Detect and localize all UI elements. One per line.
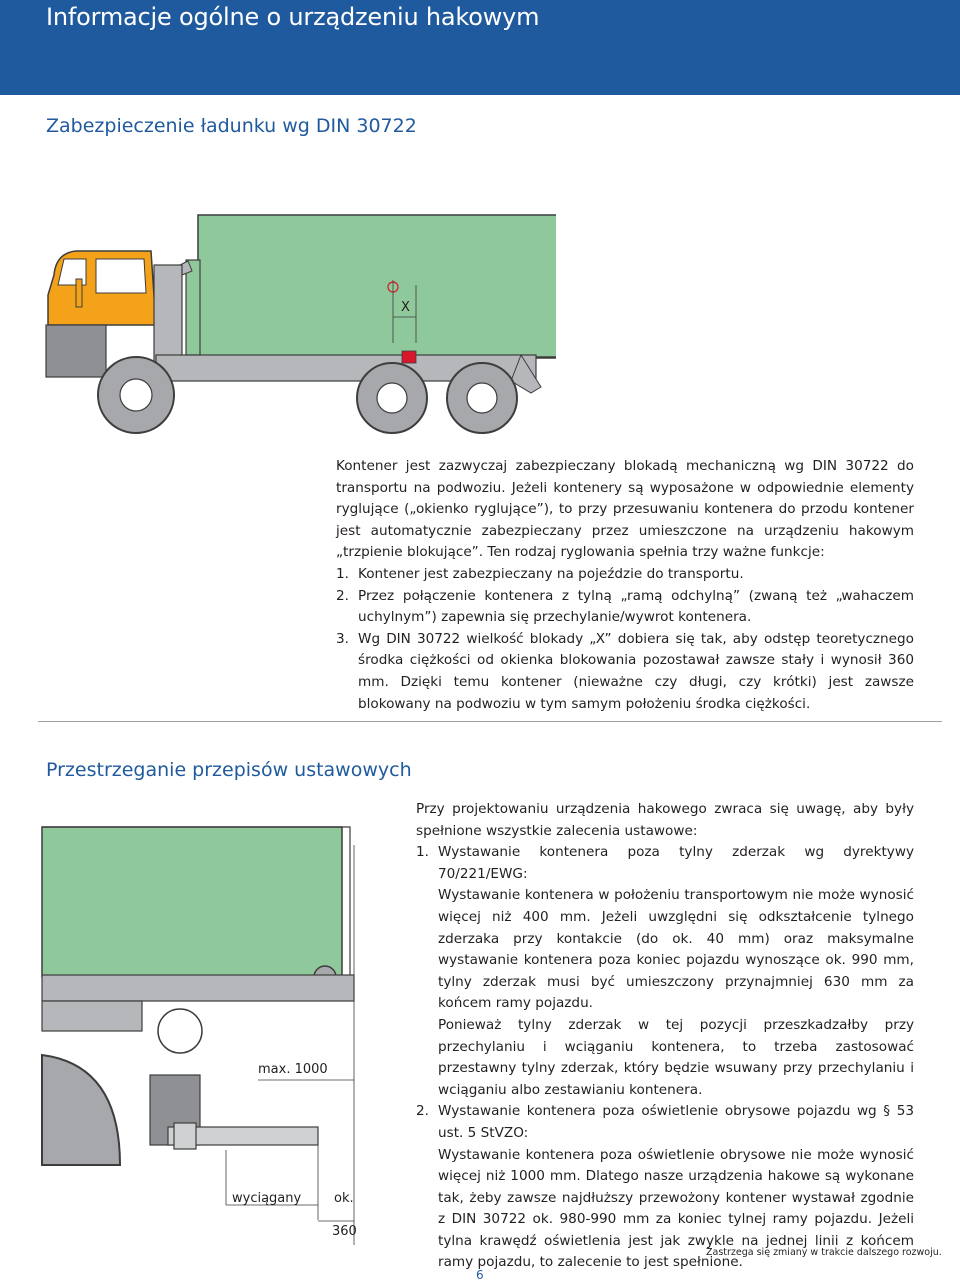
list-item: 3. Wg DIN 30722 wielkość blokady „X” dobiera się tak, aby odstęp teoretycznego środka ciężkości od okienka blokowania pozostawał zawsze stały i wynosił 360 mm. Dzięki temu kontener (nieważne czy długi, czy krótki) jest zawsze blokowany na podwoziu w tym samym położeniu środka ciężkości. xyxy=(336,630,914,712)
section-divider xyxy=(38,721,942,722)
container-body xyxy=(42,827,342,977)
container-base xyxy=(42,975,354,1001)
frame-end-icon xyxy=(158,1009,202,1053)
lock-pin-icon xyxy=(402,351,416,363)
section1-list xyxy=(336,564,914,715)
section2-intro: Przy projektowaniu urządzenia hakowego zwraca się uwagę, aby były spełnione wszystkie zalecenia ustawowe: xyxy=(416,801,914,839)
max-overhang-label: max. 1000 xyxy=(258,1062,328,1077)
footer-disclaimer: Zastrzega się zmiany w trakcie dalszego rozwoju. xyxy=(706,1247,942,1258)
approx-label: ok. xyxy=(334,1191,354,1206)
mirror-icon xyxy=(76,279,82,307)
page-number: 6 xyxy=(476,1268,484,1282)
container-body xyxy=(198,215,556,357)
truck-illustration xyxy=(36,205,556,450)
list-item: 1. Kontener jest zabezpieczany na pojeździe do transportu. xyxy=(336,565,744,582)
approx-value-label: 360 xyxy=(332,1224,357,1239)
rear-overhang-illustration xyxy=(40,825,380,1245)
bumper xyxy=(46,325,106,377)
hook-arm xyxy=(186,260,200,355)
rear-wheel xyxy=(42,1055,120,1165)
dimension-x-label: X xyxy=(401,300,410,315)
section1-intro: Kontener jest zazwyczaj zabezpieczany blokadą mechaniczną wg DIN 30722 do transportu na podwoziu. Jeżeli kontenery są wyposażone w odpowiednie elementy ryglujące („okienko ryglujące”), to przy przesuwaniu kontenera do przodu kontener jest automatycznie zabezpieczany przez umieszczone na urządzeniu hakowym „trzpienie blokujące”. Ten rodzaj ryglowania spełnia trzy ważne funkcje: xyxy=(336,458,914,561)
section2-list xyxy=(416,842,914,1274)
list-item: 2. Przez połączenie kontenera z tylną „ramą odchylną” (zwaną też „wahaczem uchylnym”) zapewnia się przechylanie/wywrot kontenera. xyxy=(336,587,914,626)
section-title-load-securing: Zabezpieczenie ładunku wg DIN 30722 xyxy=(46,115,417,137)
page-header xyxy=(0,0,960,95)
page-title: Informacje ogólne o urządzeniu hakowym xyxy=(46,3,540,31)
cab-side-window xyxy=(96,259,146,293)
list-item: 2. Wystawanie kontenera poza oświetlenie obrysowe pojazdu wg § 53 ust. 5 StVZO: Wystawanie kontenera poza oświetlenie obrysowe nie może wynosić więcej niż 1000 mm. Dlatego nasze urządzenia hakowe są wykonane tak, żeby zawsze najdłuższy przewożony kontener wystawał zgodnie z DIN 30722 ok. 980-990 mm za koniec tylnej ramy pojazdu. Jeżeli tylna krawędź oświetlenia jest jak zwykle na jednej linii z końcem ramy pojazdu, to zalecenie to jest spełnione. xyxy=(416,1103,914,1271)
section-title-regulations: Przestrzeganie przepisów ustawowych xyxy=(46,759,412,781)
chassis-frame xyxy=(42,1001,142,1031)
list-item: 1. Wystawanie kontenera poza tylny zderzak wg dyrektywy 70/221/EWG: Wystawanie kontenera w położeniu transportowym nie może wynosić więcej niż 400 mm. Jeżeli uwzględni się odkształcenie tylnego zderzaka przy kontakcie (do ok. 40 mm) oraz maksymalne wystawanie kontenera poza koniec pojazdu wynoszące ok. 990 mm, tylny zderzak musi być umieszczony przynajmniej 630 mm za końcem ramy pojazdu. Ponieważ tylny zderzak w tej pozycji przeszkadzałby przy przechylaniu i wciąganiu kontenera, to trzeba zastosować przestawny tylny zderzak, który będzie wsuwany przy przechylaniu i wciąganiu albo zestawianiu kontenera. xyxy=(416,844,914,1098)
section2-text xyxy=(416,799,914,1274)
extended-label: wyciągany xyxy=(232,1191,302,1206)
section1-text xyxy=(336,456,914,715)
